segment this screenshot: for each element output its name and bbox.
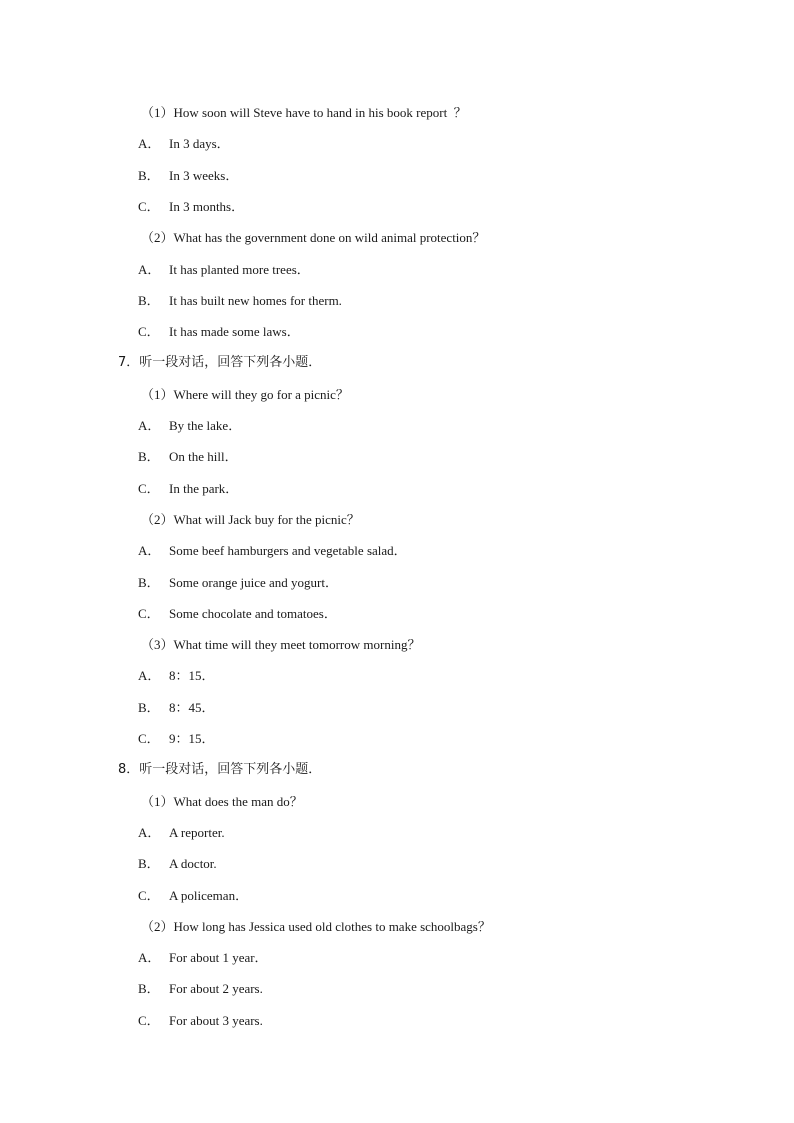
answer-option <box>138 888 248 904</box>
section-heading: 8．听一段对话，回答下列各小题． <box>118 762 322 777</box>
answer-option <box>138 199 244 215</box>
option-letter: A． <box>138 136 161 151</box>
answer-option <box>138 293 342 309</box>
answer-option <box>138 606 337 622</box>
option-letter: A． <box>138 262 161 277</box>
option-text: It has built new homes for therm. <box>169 293 342 308</box>
option-letter: C． <box>138 888 160 903</box>
option-letter: B． <box>138 700 160 715</box>
answer-option <box>138 481 238 497</box>
option-text: In 3 days． <box>169 136 230 151</box>
option-text: In 3 weeks． <box>169 168 239 183</box>
option-letter: B． <box>138 168 160 183</box>
option-text: In 3 months． <box>169 199 245 214</box>
answer-option <box>138 543 407 559</box>
answer-option <box>138 324 300 340</box>
answer-option <box>138 856 217 872</box>
option-text: 8：15． <box>169 668 215 683</box>
option-letter: B． <box>138 575 160 590</box>
option-text: A doctor. <box>169 856 217 871</box>
answer-option <box>138 168 238 184</box>
answer-option <box>138 262 310 278</box>
answer-option <box>138 449 238 465</box>
question-text: （3）What time will they meet tomorrow morning？ <box>141 637 421 652</box>
answer-option <box>138 668 215 684</box>
option-letter: A． <box>138 825 161 840</box>
option-letter: C． <box>138 606 160 621</box>
option-text: 9：15． <box>169 731 215 746</box>
question-text: （1）How soon will Steve have to hand in his book report ？ <box>141 105 467 120</box>
answer-option <box>138 981 263 997</box>
question-text: （2）What will Jack buy for the picnic？ <box>141 512 360 527</box>
option-text: For about 1 year． <box>169 950 268 965</box>
option-letter: B． <box>138 449 160 464</box>
question-text: （2）How long has Jessica used old clothes to make schoolbags？ <box>141 919 491 934</box>
option-text: It has planted more trees． <box>169 262 310 277</box>
option-text: It has made some laws． <box>169 324 300 339</box>
option-text: Some chocolate and tomatoes． <box>169 606 337 621</box>
option-text: For about 3 years. <box>169 1013 263 1028</box>
option-text: Some orange juice and yogurt． <box>169 575 338 590</box>
section-heading: 7．听一段对话，回答下列各小题． <box>118 355 322 370</box>
option-letter: A． <box>138 668 161 683</box>
answer-option <box>138 950 268 966</box>
option-letter: B． <box>138 981 160 996</box>
option-letter: C． <box>138 324 160 339</box>
option-letter: C． <box>138 1013 160 1028</box>
answer-option <box>138 731 215 747</box>
question-text: （1）What does the man do？ <box>141 794 303 809</box>
option-text: 8：45． <box>169 700 215 715</box>
option-text: By the lake． <box>169 418 242 433</box>
option-letter: C． <box>138 199 160 214</box>
answer-option <box>138 575 338 591</box>
option-text: Some beef hamburgers and vegetable salad． <box>169 543 407 558</box>
option-letter: A． <box>138 418 161 433</box>
option-text: For about 2 years. <box>169 981 263 996</box>
option-letter: A． <box>138 950 161 965</box>
option-text: A reporter. <box>169 825 225 840</box>
answer-option <box>138 136 230 152</box>
option-letter: B． <box>138 856 160 871</box>
option-letter: C． <box>138 481 160 496</box>
option-letter: A． <box>138 543 161 558</box>
option-text: In the park． <box>169 481 239 496</box>
option-letter: C． <box>138 731 160 746</box>
option-text: On the hill． <box>169 449 238 464</box>
answer-option <box>138 418 241 434</box>
option-letter: B． <box>138 293 160 308</box>
question-text: （1）Where will they go for a picnic？ <box>141 387 349 402</box>
answer-option <box>138 825 225 841</box>
answer-option <box>138 700 215 716</box>
option-text: A policeman． <box>169 888 249 903</box>
answer-option <box>138 1013 263 1029</box>
question-text: （2）What has the government done on wild animal protection？ <box>141 230 486 245</box>
